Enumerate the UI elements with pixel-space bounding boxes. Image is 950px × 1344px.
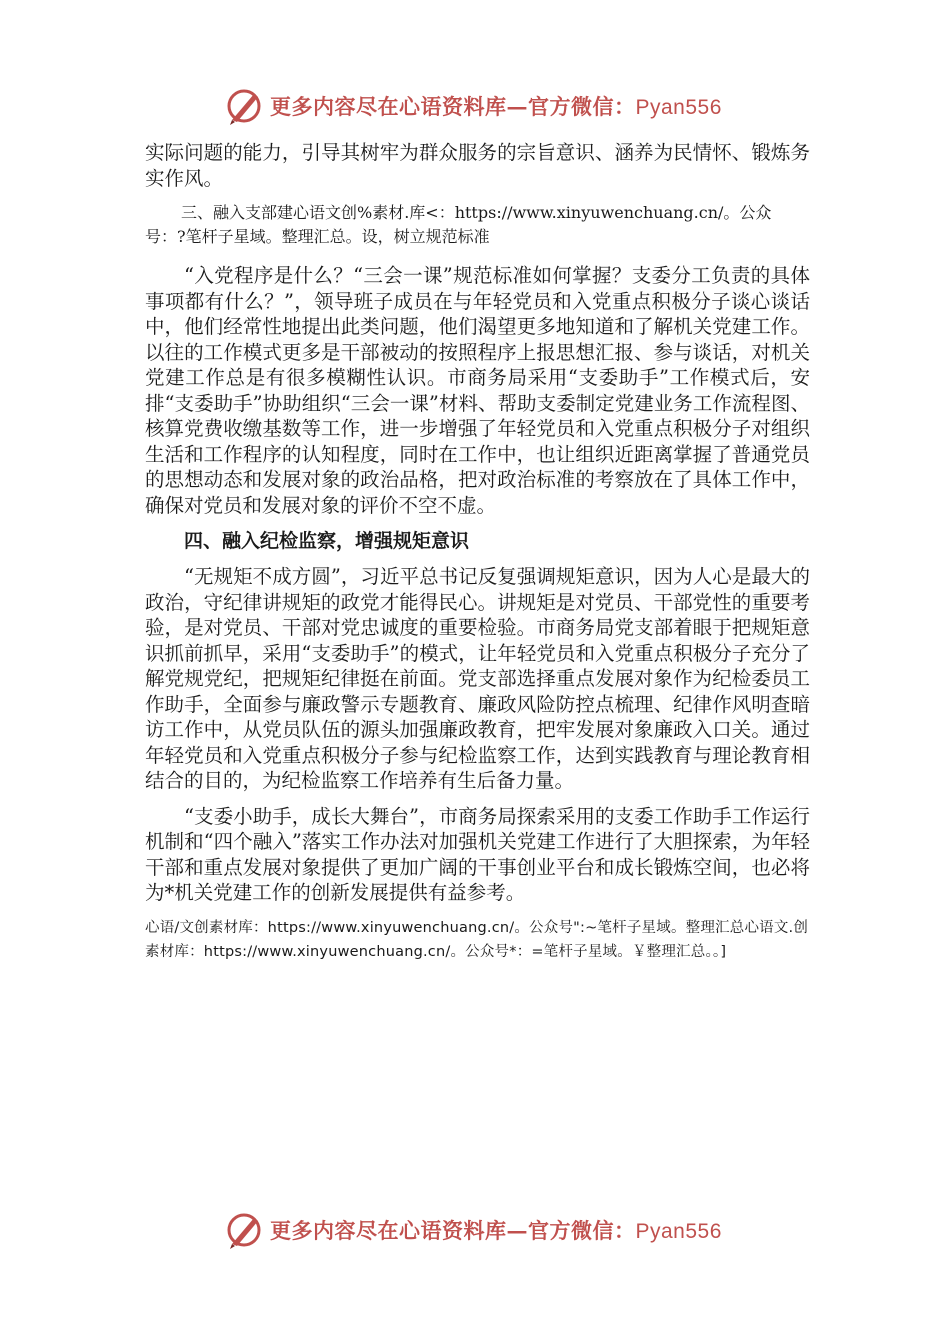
pen-circle-icon: [224, 1210, 264, 1250]
continuation-paragraph: 实际问题的能力，引导其树牢为群众服务的宗旨意识、涵养为民情怀、锻炼务实作风。: [145, 141, 810, 190]
section3-paragraph: “入党程序是什么？“三会一课”规范标准如何掌握？支委分工负责的具体事项都有什么？”，领导班子成员在与年轻党员和入党重点积极分子谈心谈话中，他们经常性地提出此类问题，他们渴望更多地知道和了解机关党建工作。以往的工作模式更多是干部被动的按照程序上报思想汇报、参与谈话，对机关党建工作总是有很多模糊性认识。市商务局采用“支委助手”工作模式后，安排“支委助手”协助组织“三会一课”材料、帮助支委制定党建业务工作流程图、核算党费收缴基数等工作，进一步增强了年轻党员和入党重点积极分子对组织生活和工作程序的认知程度，同时在工作中，也让组织近距离掌握了普通党员的思想动态和发展对象的政治品格，把对政治标准的考察放在了具体工作中，确保对党员和发展对象的评价不空不虚。: [145, 264, 810, 517]
footer-banner: [224, 1210, 744, 1250]
pen-circle-icon: [224, 86, 264, 126]
section4-title: 四、融入纪检监察，增强规矩意识: [184, 530, 470, 552]
document-body: [145, 140, 810, 964]
footnote: 心语/文创素材库：https://www.xinyuwenchuang.cn/。公众号":~笔杆子星域。整理汇总心语文.创素材库：https://www.xinyuwenchuang.cn/。公众号*：=笔杆子星域。￥整理汇总。。]: [145, 919, 809, 960]
conclusion-paragraph: “支委小助手，成长大舞台”，市商务局探索采用的支委工作助手工作运行机制和“四个融入”落实工作办法对加强机关党建工作进行了大胆探索，为年轻干部和重点发展对象提供了更加广阔的干事创业平台和成长锻炼空间，也必将为*机关党建工作的创新发展提供有益参考。: [145, 804, 810, 904]
section3-title: 三、融入支部建心语文创%素材.库<：https://www.xinyuwenchuang.cn/。公众号：?笔杆子星域。整理汇总。设，树立规范标准: [145, 203, 772, 246]
footer-wechat-id: Pyan556: [635, 1220, 722, 1243]
header-banner: [224, 86, 744, 126]
header-banner-text: 更多内容尽在心语资料库—官方微信：Pyan556: [270, 94, 722, 119]
header-wechat-id: Pyan556: [635, 96, 722, 119]
section4-paragraph: “无规矩不成方圆”，习近平总书记反复强调规矩意识，因为人心是最大的政治，守纪律讲规矩的政党才能得民心。讲规矩是对党员、干部党性的重要考验，是对党员、干部对党忠诚度的重要检验。市商务局党支部着眼于把规矩意识抓前抓早，采用“支委助手”的模式，让年轻党员和入党重点积极分子充分了解党规党纪，把规矩纪律挺在前面。党支部选择重点发展对象作为纪检委员工作助手，全面参与廉政警示专题教育、廉政风险防控点梳理、纪律作风明查暗访工作中，从党员队伍的源头加强廉政教育，把牢发展对象廉政入口关。通过年轻党员和入党重点积极分子参与纪检监察工作，达到实践教育与理论教育相结合的目的，为纪检监察工作培养有生后备力量。: [145, 565, 810, 792]
footer-banner-text: 更多内容尽在心语资料库—官方微信：Pyan556: [270, 1218, 722, 1243]
